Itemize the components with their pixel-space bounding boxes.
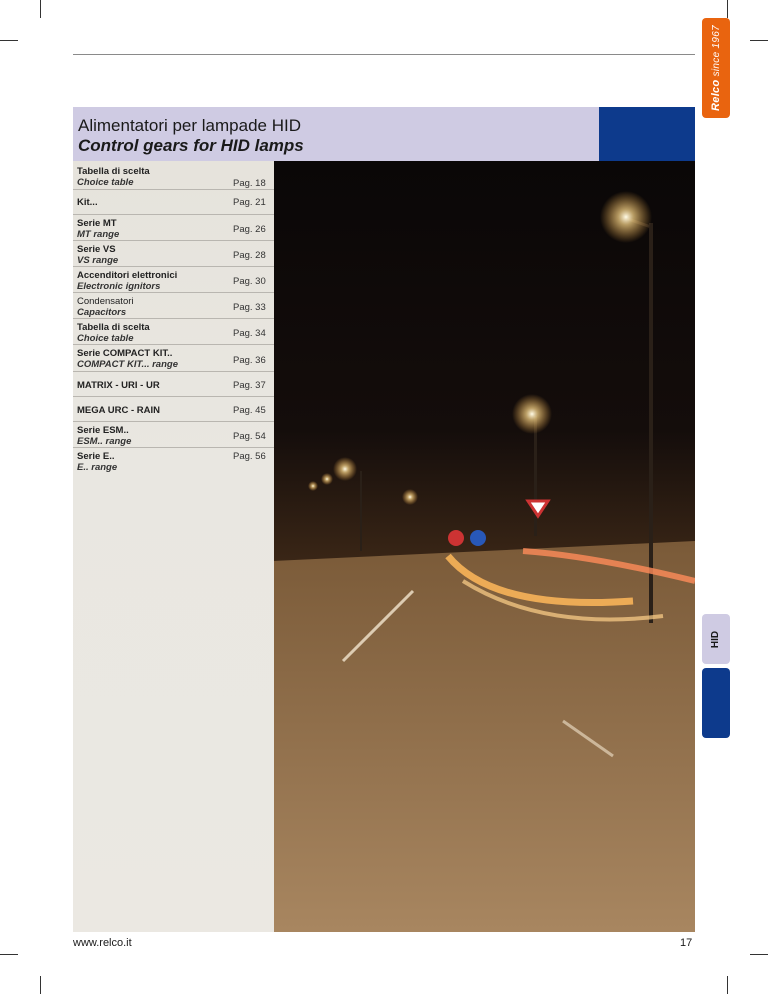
section-tab-marker (702, 668, 730, 738)
toc-item-subtitle: Choice table (77, 333, 134, 344)
toc-item[interactable] (73, 241, 274, 267)
crop-mark (0, 40, 18, 41)
toc-item[interactable] (73, 372, 274, 397)
table-of-contents (73, 161, 274, 474)
toc-item-page: Pag. 36 (233, 355, 266, 366)
toc-item-subtitle: COMPACT KIT... range (77, 359, 178, 370)
toc-item-page: Pag. 34 (233, 328, 266, 339)
section-tab-hid (702, 614, 730, 664)
page-number: 17 (680, 937, 693, 949)
toc-item-page: Pag. 56 (233, 451, 266, 462)
toc-item[interactable] (73, 319, 274, 345)
toc-item-title: Tabella di scelta (77, 166, 150, 177)
brand-tab (702, 18, 730, 118)
toc-item-title: Tabella di scelta (77, 322, 150, 333)
toc-item[interactable] (73, 161, 274, 190)
top-rule (73, 54, 695, 55)
toc-item-page: Pag. 28 (233, 250, 266, 261)
toc-item-page: Pag. 37 (233, 380, 266, 391)
crop-mark (0, 954, 18, 955)
toc-item-title: Serie MT (77, 218, 117, 229)
crop-mark (40, 0, 41, 18)
toc-item-page: Pag. 33 (233, 302, 266, 313)
toc-item-page: Pag. 18 (233, 178, 266, 189)
header-accent-block (599, 107, 695, 161)
page-title-english: Control gears for HID lamps (78, 136, 304, 155)
toc-item-subtitle: Electronic ignitors (77, 281, 161, 292)
section-tab-label: HID (710, 630, 722, 648)
toc-item-subtitle: E.. range (77, 462, 118, 473)
toc-item-title: Accenditori elettronici (77, 270, 178, 281)
toc-item-title: Serie E.. (77, 451, 115, 462)
toc-item-title: Serie COMPACT KIT.. (77, 348, 173, 359)
crop-mark (750, 40, 768, 41)
toc-item[interactable] (73, 293, 274, 319)
toc-item-subtitle: Capacitors (77, 307, 127, 318)
crop-mark (750, 954, 768, 955)
toc-item-page: Pag. 21 (233, 197, 266, 208)
page-title-italian: Alimentatori per lampade HID (78, 116, 301, 135)
crop-mark (727, 0, 728, 18)
toc-item[interactable] (73, 215, 274, 241)
toc-item-subtitle: Choice table (77, 177, 134, 188)
toc-item-title: Serie VS (77, 244, 116, 255)
toc-item-title: MEGA URC - RAIN (77, 405, 161, 416)
toc-item[interactable] (73, 190, 274, 215)
toc-item-subtitle: ESM.. range (77, 436, 132, 447)
toc-item[interactable] (73, 345, 274, 372)
toc-item[interactable] (73, 267, 274, 293)
toc-item[interactable] (73, 448, 274, 474)
crop-mark (727, 976, 728, 994)
toc-item[interactable] (73, 397, 274, 422)
toc-item-page: Pag. 30 (233, 276, 266, 287)
toc-item-title: Serie ESM.. (77, 425, 129, 436)
toc-item-subtitle: MT range (77, 229, 120, 240)
toc-item[interactable] (73, 422, 274, 448)
toc-item-page: Pag. 54 (233, 431, 266, 442)
toc-item-page: Pag. 45 (233, 405, 266, 416)
crop-mark (40, 976, 41, 994)
toc-item-subtitle: VS range (77, 255, 119, 266)
toc-item-page: Pag. 26 (233, 224, 266, 235)
toc-item-title: Condensatori (77, 296, 134, 307)
footer-url: www.relco.it (73, 937, 132, 949)
toc-item-title: MATRIX - URI - UR (77, 380, 160, 391)
toc-item-title: Kit... (77, 197, 98, 208)
brand-logo: Relco since 1967 (710, 25, 722, 111)
